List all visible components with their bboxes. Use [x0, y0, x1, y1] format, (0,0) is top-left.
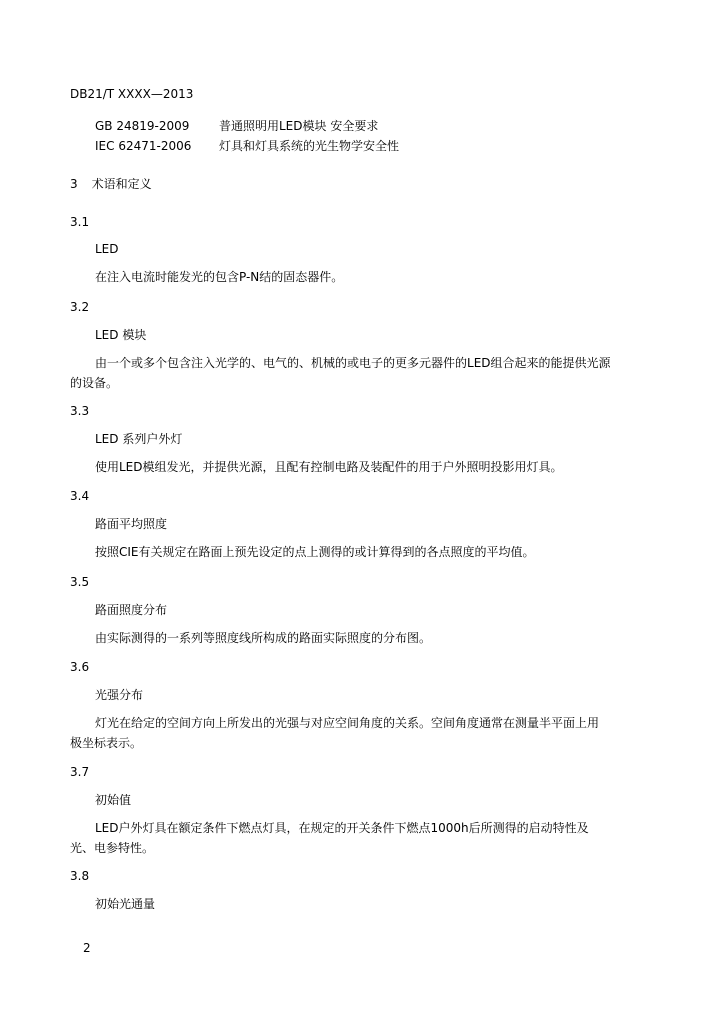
- entry-number: 3.1: [70, 215, 90, 229]
- entry-definition: LED户外灯具在额定条件下燃点灯具，在规定的开关条件下燃点1000h后所测得的启动特性及: [95, 821, 589, 835]
- entry-number: 3.6: [70, 660, 90, 674]
- section-title: 术语和定义: [91, 177, 152, 191]
- entry-number: 3.3: [70, 404, 90, 418]
- entry-definition: 由实际测得的一系列等照度线所构成的路面实际照度的分布图。: [95, 631, 432, 645]
- entry-definition: 按照CIE有关规定在路面上预先设定的点上测得的或计算得到的各点照度的平均值。: [95, 545, 535, 559]
- entry-definition-continuation: 光、电参特性。: [70, 841, 155, 855]
- standard-code-header: DB21/T XXXX—2013: [70, 87, 194, 101]
- reference-item: [95, 138, 399, 154]
- reference-title: 普通照明用LED模块 安全要求: [219, 119, 379, 133]
- entry-definition: 在注入电流时能发光的包含P-N结的固态器件。: [95, 270, 344, 284]
- entry-term: 初始值: [95, 793, 132, 807]
- entry-term: LED 模块: [95, 328, 147, 342]
- section-number: 3: [70, 177, 78, 191]
- entry-term: 路面平均照度: [95, 517, 168, 531]
- entry-term: 光强分布: [95, 688, 144, 702]
- entry-definition-continuation: 的设备。: [70, 376, 119, 390]
- reference-item: [95, 118, 378, 134]
- entry-number: 3.2: [70, 300, 90, 314]
- entry-number: 3.4: [70, 489, 90, 503]
- entry-definition: 由一个或多个包含注入光学的、电气的、机械的或电子的更多元器件的LED组合起来的能提供光源: [95, 356, 611, 370]
- entry-definition-continuation: 极坐标表示。: [70, 736, 143, 750]
- reference-title: 灯具和灯具系统的光生物学安全性: [219, 139, 400, 153]
- section-heading: [70, 176, 152, 192]
- entry-number: 3.7: [70, 765, 90, 779]
- entry-term: 路面照度分布: [95, 603, 168, 617]
- entry-term: LED 系列户外灯: [95, 432, 183, 446]
- entry-number: 3.5: [70, 575, 90, 589]
- entry-term: LED: [95, 242, 119, 256]
- entry-definition: 使用LED模组发光，并提供光源，且配有控制电路及装配件的用于户外照明投影用灯具。: [95, 460, 563, 474]
- entry-number: 3.8: [70, 869, 90, 883]
- entry-definition: 灯光在给定的空间方向上所发出的光强与对应空间角度的关系。空间角度通常在测量半平面上用: [95, 716, 600, 730]
- entry-term: 初始光通量: [95, 897, 156, 911]
- reference-standard-number: GB 24819-2009: [95, 119, 190, 133]
- page-number: 2: [83, 941, 91, 955]
- reference-standard-number: IEC 62471-2006: [95, 139, 192, 153]
